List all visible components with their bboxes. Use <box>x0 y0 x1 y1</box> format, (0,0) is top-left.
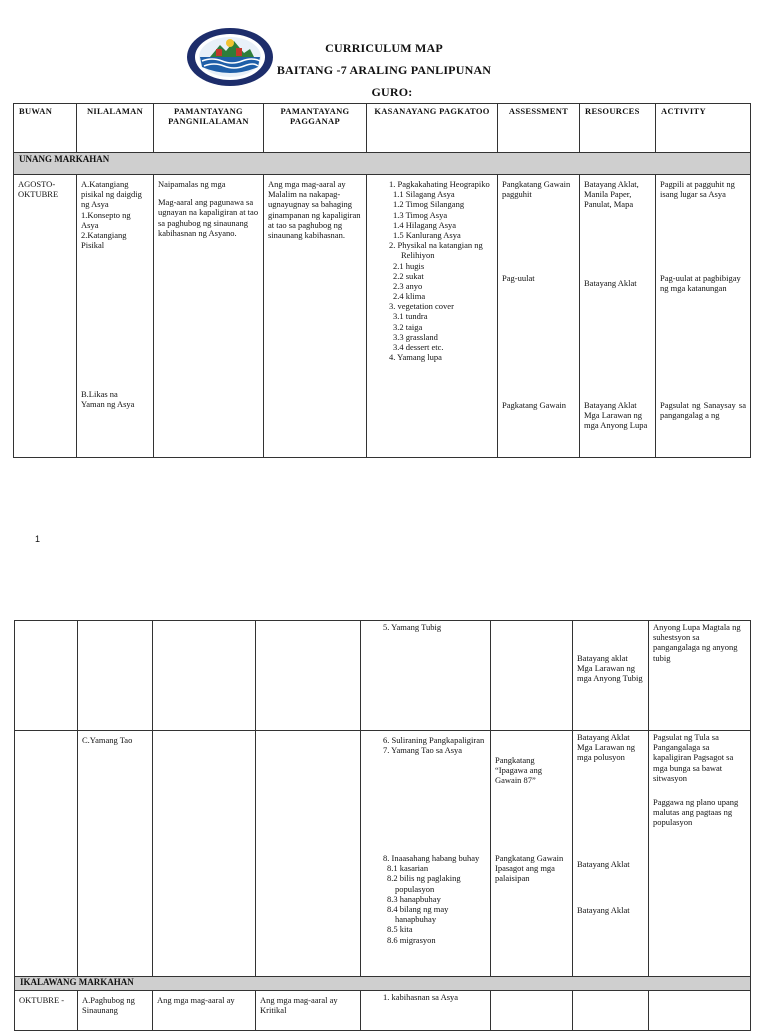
kasanayan-cell <box>361 991 491 1031</box>
assessment-1: Pangkatang Gawain pagguhit <box>502 179 571 200</box>
resources-cell <box>573 621 649 731</box>
kasanayan-cell <box>361 731 491 977</box>
nilalaman-a1: 1.Konsepto ng Asya <box>81 209 131 230</box>
col-header-assessment: ASSESSMENT <box>498 104 580 153</box>
nilalaman-cell <box>78 991 153 1031</box>
pangnilalaman-line1: Naipamalas ng mga <box>158 179 226 189</box>
kasanayan-item: 4. Yamang lupa <box>389 352 442 363</box>
kasanayan-item: 1.1 Silagang Asya <box>393 189 455 200</box>
kasanayan-item: 8.6 migrasyon <box>387 934 436 945</box>
kasanayan-item: 2.2 sukat <box>393 270 424 281</box>
kasanayan-cell <box>367 175 498 458</box>
pagganap-text: Ang mga mag-aaral ay Kritikal <box>260 995 338 1016</box>
pangnilalaman-text: Ang mga mag-aaral ay <box>157 995 235 1005</box>
nilalaman-cell <box>77 175 154 458</box>
header-row <box>14 104 751 153</box>
kasanayan-item: 5. Yamang Tubig <box>383 622 442 632</box>
table-row <box>15 991 751 1031</box>
kasanayan-item: 8.3 hanapbuhay <box>387 893 441 904</box>
kasanayan-item: 2.4 klima <box>393 291 426 302</box>
resources-1: Batayang Aklat, Manila Paper, Panulat, Mapa <box>584 179 639 210</box>
kasanayan-item: 3.2 taiga <box>393 321 423 332</box>
kasanayan-item: 2.1 hugis <box>393 260 425 271</box>
activity-cell <box>649 621 751 731</box>
buwan-cell <box>14 175 77 458</box>
quarter-label: IKALAWANG MARKAHAN <box>15 977 751 991</box>
quarter-row <box>15 977 751 991</box>
kasanayan-item: 3. vegetation cover <box>389 301 454 312</box>
col-header-pangnilalaman: PAMANTAYANG PANGNILALAMAN <box>154 104 264 153</box>
pangnilalaman-cell <box>154 175 264 458</box>
kasanayan-item: 1.4 Hilagang Asya <box>393 219 457 230</box>
kasanayan-item: 8.5 kita <box>387 924 413 935</box>
col-header-resources: RESOURCES <box>580 104 656 153</box>
activity-2: Pag-uulat at pagbibigay ng mga katanungan <box>660 273 741 294</box>
activity-3: Pagsulat ng Sanaysay sa pangangalag a ng <box>660 400 746 421</box>
school-seal-logo <box>186 27 274 87</box>
resources-3: Batayang Aklat Mga Larawan ng mga Anyong Lupa <box>584 400 648 431</box>
kasanayan-cell <box>361 621 491 731</box>
quarter-row <box>14 153 751 175</box>
pagganap-text: Ang mga mag-aaral ay Malalim na nakapag-ugnayugnay sa bahaging ginampanan ng kapaligiran at tao sa paghubog ng sinaunang kabihasnan. <box>268 179 361 240</box>
kasanayan-item: 3.1 tundra <box>393 311 428 322</box>
buwan-text: OKTUBRE - <box>19 995 65 1005</box>
buwan-cell <box>15 991 78 1031</box>
activity-cell <box>649 731 751 977</box>
kasanayan-item: 2. Physikal na katangian ng Relihiyon <box>389 240 483 261</box>
kasanayan-item: 3.4 dessert etc. <box>393 342 444 352</box>
col-header-activity: ACTIVITY <box>656 104 751 153</box>
buwan-text: AGOSTO-OKTUBRE <box>18 179 59 200</box>
assessment-3: Pagkatang Gawain <box>502 400 566 410</box>
activity-text: Paggawa ng plano upang malutas ang pagtaas ng populasyon <box>653 796 739 828</box>
activity-text: Pagsulat ng Tula sa Pangangalaga sa kapaligiran Pagsagot sa mga bunga sa bawat sitwasyon <box>653 732 734 783</box>
kasanayan-item: 8.4 bilang ng may hanapbuhay <box>387 903 449 925</box>
resources-cell <box>580 175 656 458</box>
resources-cell <box>573 731 649 977</box>
resources-text: Batayang Aklat Mga Larawan ng mga polusyon <box>577 732 636 763</box>
kasanayan-item: 1.3 Timog Asya <box>393 209 448 220</box>
activity-1: Pagpili at pagguhit ng isang lugar sa Asya <box>660 179 735 200</box>
col-header-kasanayan: KASANAYANG PAGKATOO <box>367 104 498 153</box>
col-header-nilalaman: NILALAMAN <box>77 104 154 153</box>
assessment-2: Pag-uulat <box>502 273 535 283</box>
pagganap-cell <box>264 175 367 458</box>
kasanayan-item: 3.3 grassland <box>393 331 438 342</box>
kasanayan-item: 1. Pagkakahating Heograpiko <box>389 179 490 189</box>
table-row <box>15 621 751 731</box>
resources-text: Batayang aklat Mga Larawan ng mga Anyong Tubig <box>577 653 643 684</box>
table-row <box>15 731 751 977</box>
teacher-label: GURO: <box>371 85 413 99</box>
table-row <box>14 175 751 458</box>
pagganap-cell <box>256 991 361 1031</box>
kasanayan-item: 6. Suliraning Pangkapaligiran <box>383 735 485 745</box>
activity-cell <box>656 175 751 458</box>
assessment-text: Pangkatang “Ipagawa ang Gawain 87” <box>495 755 542 786</box>
resources-text: Batayang Aklat <box>577 859 630 869</box>
curriculum-table-page2 <box>14 620 751 1031</box>
kasanayan-item: 2.3 anyo <box>393 280 423 291</box>
kasanayan-item: 7. Yamang Tao sa Asya <box>383 745 463 756</box>
quarter-label: UNANG MARKAHAN <box>14 153 751 175</box>
assessment-cell <box>491 731 573 977</box>
kasanayan-item: 8. Inaasahang habang buhay <box>383 853 480 863</box>
resources-text: Batayang Aklat <box>577 905 630 915</box>
kasanayan-item: 8.2 bilis ng paglaking populasyon <box>387 873 461 894</box>
nilalaman-a2: 2.Katangiang Pisikal <box>81 229 127 251</box>
assessment-text: Pangkatang Gawain Ipasagot ang mga palaisipan <box>495 853 564 884</box>
page-number: 1 <box>35 534 41 544</box>
document-subtitle: BAITANG -7 ARALING PANLIPUNAN <box>276 63 492 77</box>
nilalaman-a: A.Katangiang pisikal ng daigdig ng Asya <box>81 179 142 210</box>
kasanayan-item: 1.5 Kanlurang Asya <box>393 229 461 240</box>
document-title: CURRICULUM MAP <box>325 41 443 55</box>
assessment-cell <box>498 175 580 458</box>
curriculum-table-page1 <box>13 103 751 458</box>
nilalaman-c: C.Yamang Tao <box>82 735 133 745</box>
nilalaman-cell <box>78 731 153 977</box>
col-header-pagganap: PAMANTAYANG PAGGANAP <box>264 104 367 153</box>
kasanayan-item: 8.1 kasarian <box>387 863 429 874</box>
pangnilalaman-line2: Mag-aaral ang pagunawa sa ugnayan na kapaligiran at tao sa paghubog ng sinaunang kabihasnan ng Asyano. <box>158 197 259 238</box>
col-header-buwan: BUWAN <box>14 104 77 153</box>
kasanayan-item: 1.2 Timog Silangang <box>393 199 465 210</box>
activity-text: Anyong Lupa Magtala ng suhestsyon sa pangangalaga ng anyong tubig <box>653 622 741 663</box>
kasanayan-item: 1. kabihasnan sa Asya <box>383 992 459 1002</box>
resources-2: Batayang Aklat <box>584 278 637 288</box>
pangnilalaman-cell <box>153 991 256 1031</box>
nilalaman-b: B.Likas na Yaman ng Asya <box>81 389 135 410</box>
nilalaman-text: A.Paghubog ng Sinaunang <box>82 995 135 1016</box>
